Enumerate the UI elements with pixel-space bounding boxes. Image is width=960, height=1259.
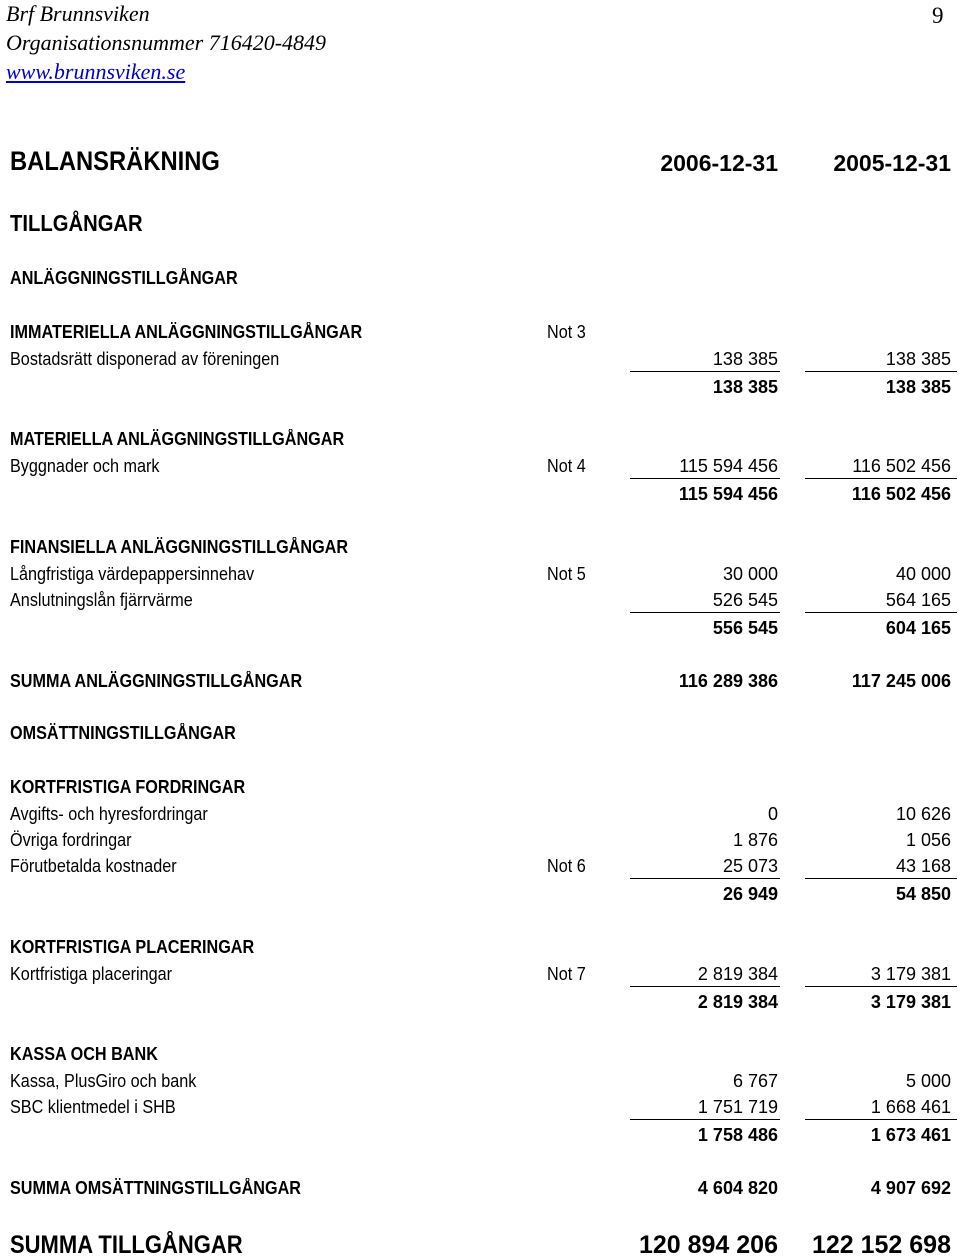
page-number: 9 <box>932 3 944 28</box>
subtotal-2005: 3 179 381 <box>870 992 951 1012</box>
value-2005: 138 385 <box>885 349 951 369</box>
subtotal-rule <box>805 986 957 987</box>
section-heading-investments: KORTFRISTIGA PLACERINGAR <box>10 937 255 957</box>
subtotal-2006: 556 545 <box>712 618 778 638</box>
org-number: Organisationsnummer 716420-4849 <box>6 30 327 55</box>
subtotal-rule <box>630 1119 780 1120</box>
subtotal-2005: 138 385 <box>885 377 951 397</box>
value-2006: 0 <box>767 804 778 824</box>
sum-current-2006: 4 604 820 <box>697 1178 778 1198</box>
subtotal-2006: 115 594 456 <box>678 484 778 504</box>
value-2006: 1 876 <box>732 830 778 850</box>
sum-assets-2006: 120 894 206 <box>638 1231 778 1259</box>
row-label: Anslutningslån fjärrvärme <box>10 590 193 610</box>
row-label: Övriga fordringar <box>10 830 132 850</box>
value-2006: 115 594 456 <box>679 456 778 476</box>
row-label: Avgifts- och hyresfordringar <box>10 804 208 824</box>
sum-assets-2005: 122 152 698 <box>811 1231 951 1259</box>
note-ref: Not 7 <box>547 964 586 984</box>
subtotal-rule <box>630 986 780 987</box>
value-2006: 138 385 <box>712 349 778 369</box>
subtotal-rule <box>630 371 780 372</box>
row-label: SBC klientmedel i SHB <box>10 1097 176 1117</box>
section-heading-intangible: IMMATERIELLA ANLÄGGNINGSTILLGÅNGAR <box>10 322 363 342</box>
value-2005: 10 626 <box>895 804 951 824</box>
subtotal-2005: 1 673 461 <box>870 1125 951 1145</box>
row-label: Kassa, PlusGiro och bank <box>10 1071 197 1091</box>
value-2006: 6 767 <box>732 1071 778 1091</box>
subtotal-rule <box>805 371 957 372</box>
subtotal-rule <box>805 878 957 879</box>
section-heading-cash: KASSA OCH BANK <box>10 1044 158 1064</box>
page-title: BALANSRÄKNING <box>10 146 220 176</box>
value-2005: 3 179 381 <box>870 964 951 984</box>
subtotal-2006: 1 758 486 <box>697 1125 778 1145</box>
note-ref: Not 5 <box>547 564 586 584</box>
subtotal-rule <box>630 478 780 479</box>
row-label: Bostadsrätt disponerad av föreningen <box>10 349 280 369</box>
row-label: Långfristiga värdepappersinnehav <box>10 564 255 584</box>
assets-heading: TILLGÅNGAR <box>10 210 143 236</box>
subtotal-rule <box>630 878 780 879</box>
subtotal-2006: 26 949 <box>722 884 778 904</box>
value-2005: 5 000 <box>905 1071 951 1091</box>
column-header-2006: 2006-12-31 <box>660 150 778 176</box>
subtotal-rule <box>805 612 957 613</box>
sum-current-label: SUMMA OMSÄTTNINGSTILLGÅNGAR <box>10 1178 301 1198</box>
subtotal-rule <box>805 478 957 479</box>
section-heading-receivables: KORTFRISTIGA FORDRINGAR <box>10 777 246 797</box>
sum-assets-label: SUMMA TILLGÅNGAR <box>10 1231 243 1259</box>
current-assets-heading: OMSÄTTNINGSTILLGÅNGAR <box>10 723 236 743</box>
website-link[interactable]: www.brunnsviken.se <box>6 59 186 84</box>
value-2005: 564 165 <box>885 590 951 610</box>
value-2005: 40 000 <box>895 564 951 584</box>
sum-fixed-2005: 117 245 006 <box>851 671 951 691</box>
subtotal-2006: 2 819 384 <box>697 992 778 1012</box>
row-label: Förutbetalda kostnader <box>10 856 177 876</box>
note-ref: Not 6 <box>547 856 586 876</box>
sum-current-2005: 4 907 692 <box>870 1178 951 1198</box>
company-name: Brf Brunnsviken <box>6 1 150 26</box>
note-ref: Not 3 <box>547 322 586 342</box>
sum-fixed-2006: 116 289 386 <box>678 671 778 691</box>
note-ref: Not 4 <box>547 456 586 476</box>
subtotal-2005: 604 165 <box>885 618 951 638</box>
value-2005: 1 668 461 <box>870 1097 951 1117</box>
value-2006: 25 073 <box>722 856 778 876</box>
subtotal-2006: 138 385 <box>712 377 778 397</box>
subtotal-rule <box>630 612 780 613</box>
sum-fixed-label: SUMMA ANLÄGGNINGSTILLGÅNGAR <box>10 671 303 691</box>
row-label: Kortfristiga placeringar <box>10 964 173 984</box>
value-2005: 116 502 456 <box>852 456 951 476</box>
value-2006: 2 819 384 <box>697 964 778 984</box>
value-2005: 43 168 <box>895 856 951 876</box>
value-2006: 30 000 <box>722 564 778 584</box>
value-2006: 1 751 719 <box>697 1097 778 1117</box>
section-heading-financial: FINANSIELLA ANLÄGGNINGSTILLGÅNGAR <box>10 537 349 557</box>
fixed-assets-heading: ANLÄGGNINGSTILLGÅNGAR <box>10 268 238 288</box>
value-2005: 1 056 <box>905 830 951 850</box>
value-2006: 526 545 <box>712 590 778 610</box>
subtotal-2005: 116 502 456 <box>851 484 951 504</box>
subtotal-2005: 54 850 <box>895 884 951 904</box>
row-label: Byggnader och mark <box>10 456 160 476</box>
subtotal-rule <box>805 1119 957 1120</box>
section-heading-tangible: MATERIELLA ANLÄGGNINGSTILLGÅNGAR <box>10 429 345 449</box>
column-header-2005: 2005-12-31 <box>833 150 951 176</box>
